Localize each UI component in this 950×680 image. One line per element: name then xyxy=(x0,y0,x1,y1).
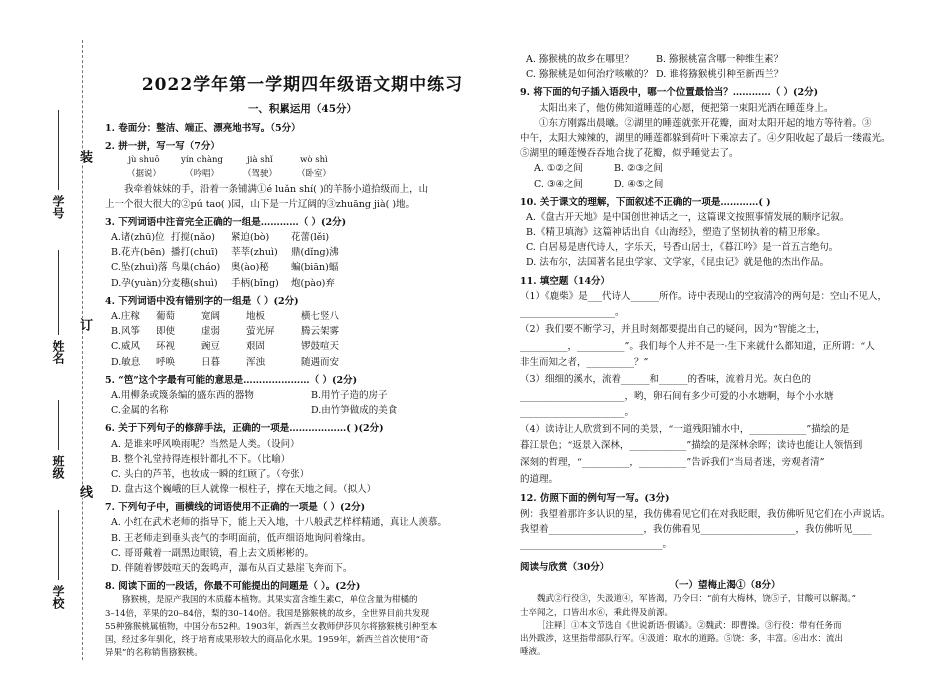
reading-title: （一）望梅止渴①（8分） xyxy=(669,580,781,592)
question-12-lines: 例：我望着那许多认识的星，我仿佛看见它们在对我眨眼，我仿佛听见它们在小声说话。 我望着____________________，我仿佛看见____________________，我仿佛听见____ ______________________________。 xyxy=(520,508,891,550)
pinyin-item: wò shì （卧室） xyxy=(296,155,331,179)
question-6: 6. 关于下列句子的修辞手法，正确的一项是………………( )(2分) xyxy=(105,423,384,435)
binding-margin xyxy=(0,0,100,680)
binding-word-zhuang: 装 xyxy=(77,150,92,163)
student-id-line xyxy=(58,110,59,190)
pinyin-item: yín chàng （吟唱） xyxy=(181,155,223,179)
question-9-passage-3: ⑤湖里的睡莲慢吞吞地合拢了花瓣，似乎睡觉去了。 xyxy=(520,148,739,160)
school-line xyxy=(58,510,59,580)
section-1-heading: 一、积累运用（45分） xyxy=(247,103,358,116)
class-label: 班级 xyxy=(51,455,65,479)
left-column xyxy=(105,72,500,660)
question-3-options: A.诸(zhū)位 打搅(nǎo) 紧迫(bò) 花蕾(lěi) B.花卉(bēn) 播打(chuī) 莘莘(zhuì) 鼎(dǐng)沸 C.坠(zhuì)落 鸟巢(cháo) 奥(ào)秘 蝙(biān)蝠 D.孕(yuàn)分 麦穗(shuì) 手柄(bǐng) 炮(pào)弃 xyxy=(111,232,339,289)
question-5-options: A.用柳条或篾条编的盛东西的器物 B.用竹子造的房子 C.金属的名称 D.由竹笋做成的美食 xyxy=(111,389,398,417)
question-10-options: A.《盘古开天地》是中国创世神话之一，这篇课文按照事情发展的顺序记叙。 B.《精卫填海》这篇神话出自《山海经》，塑造了坚韧执着的精卫形象。 C. 白居易是唐代诗人，字乐天，号香山居士，《暮江吟》是一首五言绝句。 D. 法布尔，法国著名昆虫学家、文学家，《昆虫记》就是他的杰出作品。 xyxy=(526,211,850,269)
question-9-options: A. ①②之间 B. ②③之间 C. ③④之间 D. ④⑤之间 xyxy=(534,163,664,190)
question-10: 10. 关于课文的理解，下面叙述不正确的一项是…………( ) xyxy=(520,196,771,208)
name-line xyxy=(58,250,59,335)
question-5: 5. “笆”这个字最有可能的意思是…………………（ ）(2分) xyxy=(105,374,358,386)
question-4: 4. 下列词语中没有错别字的一组是（ ）(2分) xyxy=(105,295,299,307)
question-12: 12. 仿照下面的例句写一写。(3分) xyxy=(520,493,670,505)
binding-word-ding: 订 xyxy=(77,318,92,331)
question-4-options: A.庄稼 葡萄 宽阔 地板 横七竖八 B.风筝 即使 虚弱 萤光屏 腾云架雾 C.威风 环视 豌豆 艰固 锣鼓喧天 D.敏息 呼唤 日暮 浑浊 随遇而安 xyxy=(111,311,340,368)
question-11-lines: （1）《鹿柴》是___代诗人______所作。诗中表现山的空寂清冷的两句是：空山不见人， ____________________。 （2）我们要不断学习，并且时刻都要提出自己的疑问，因为“智能之士， __________，__________”。我们每个人并不是一·生下来就什么都知道，正所谓：“人 非生而知之者，__________？” （3）细细的溪水，流着______和______的香味，流着月光。灰白色的 ______________________，哟，卵石间有多少可爱的小水塘啊，每个小水塘 ______________________。 （4）读诗让人欣赏到不同的美景，“一道残阳铺水中，____________”描绘的是 暮江景色；“返景入深林，____________”描绘的是深林余晖；读诗也能让人领悟到 深刻的哲理，“__________，__________”告诉我们“当局者迷，旁观者清” 的道理。 xyxy=(520,290,888,485)
question-7: 7. 下列句子中，画横线的词语使用不正确的一项是（ ）(2分) xyxy=(105,502,366,514)
class-line xyxy=(58,400,59,450)
pinyin-row xyxy=(105,154,500,181)
question-3: 3. 下列词语中注音完全正确的一组是…………（ ）(2分) xyxy=(105,216,347,228)
question-9-sentence: 太阳出来了，他仿佛知道睡莲的心愿，便把第一束阳光洒在睡莲身上。 xyxy=(539,102,834,114)
exam-title: 2022学年第一学期四年级语文期中练习 xyxy=(141,75,464,95)
student-id-label: 学号 xyxy=(51,195,65,219)
question-2: 2. 拼一拼，写一写（7分） xyxy=(105,141,220,153)
question-8-options: A. 猕猴桃的故乡在哪里？ B. 猕猴桃富含哪一种维生素？ C. 猕猴桃是如何治疗咳嗽的？ D. 谁将猕猴桃引种至新西兰？ xyxy=(526,54,784,81)
question-8-passage: 猕猴桃，是原产我国的木质藤本植物。其果实富含维生素C，单位含量为柑橘的 3–14倍，苹果的20–84倍，梨的30–140倍。我国是猕猴桃的故乡，全世界目前共发现 55种猕猴桃属植物，中国分布52种。1903年，新西兰女教师伊莎贝尔将猕猴桃引种至本 国，经过多年驯化，终于培育成果形较大的商品化水果。1959年，新西兰首次使用“奇 异果”的名称销售猕猴桃。 xyxy=(105,595,438,659)
name-label: 姓名 xyxy=(51,340,65,364)
right-column xyxy=(520,52,930,659)
reading-passage: 魏武②行役③，失汲道④，军皆渴，乃令曰：“前有大梅林，饶⑤子，甘酸可以解渴。” 士卒闻之，口皆出水⑥，乘此得及前源。 xyxy=(520,594,856,618)
question-9-passage-2: 中午，太阳大辣辣的，湖里的睡莲都躲到荷叶下乘凉去了。④夕阳收起了最后一缕霞光。 xyxy=(520,132,891,144)
binding-dashed-line xyxy=(82,40,83,660)
section-2-heading: 阅读与欣赏（30分） xyxy=(520,562,610,574)
school-label: 学校 xyxy=(51,585,65,609)
question-1: 1. 卷面分：整洁、端正、漂亮地书写。（5分） xyxy=(105,122,301,134)
question-7-options: A. 小红在武术老师的指导下，能上天入地，十八般武艺样样精通，真让人羡慕。 B. 王老师走到垂头丧气的李明面前，低声细语地询问着缘由。 C. 哥哥戴着一副黑边眼镜，看上去文质彬彬的。 D. 伴随着锣鼓喧天的轰鸣声，瀑布从百丈悬崖飞奔而下。 xyxy=(111,517,447,575)
question-2-text-2: 上一个很大很大的②pú tao( )园，山下是一片辽阔的③zhuāng jià( )地。 xyxy=(105,198,416,210)
reading-notes: ［注释］①本文节选自《世说新语·假谲》。②魏武：即曹操。③行役：带有任务而 出外跋涉，这里指带部队行军。④汲道：取水的道路。⑤饶：多，丰富。⑥出水：流出 唾液。 xyxy=(520,620,844,658)
question-9-passage-1: ①东方刚露出晨曦。②湖里的睡莲就张开花瓣，面对太阳开起的地方等待着。③ xyxy=(539,117,872,129)
question-8: 8. 阅读下面的一段话，你最不可能提出的问题是（ ）。(2分) xyxy=(105,581,361,593)
pinyin-item: jù shuō （据说） xyxy=(127,155,162,179)
question-9: 9. 将下面的句子插入语段中，哪一个位置最恰当？…………（ ）(2分) xyxy=(520,87,819,99)
question-11: 11. 填空题（14分） xyxy=(520,275,611,287)
question-6-options: A. 是谁来呼风唤雨呢？当然是人类。（设问） B. 整个礼堂持得连根针都扎不下。（比喻） C. 头白的芦苇，也妆成一瞬的红顾了。（夸张） D. 盘古这个巍峨的巨人就像一根柱子，撑在天地之间。（拟人） xyxy=(111,438,377,496)
question-2-text-1: 我牵着妹妹的手，沿着一条铺满①é luǎn shí( )的羊肠小道拾级而上，山 xyxy=(124,183,429,195)
pinyin-item: jià shǐ （驾驶） xyxy=(242,155,277,179)
binding-word-xian: 线 xyxy=(77,485,92,498)
